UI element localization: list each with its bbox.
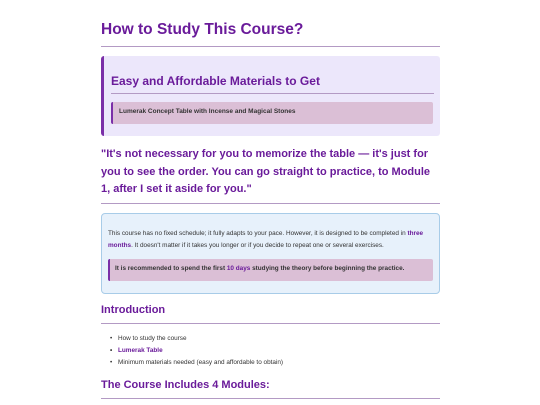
materials-divider [111,93,434,94]
schedule-text-before: This course has no fixed schedule; it fully adapts to your pace. However, it is designed to be completed in [108,230,408,237]
list-item-label: Lumerak Table [118,347,163,354]
list-item [110,345,283,357]
schedule-text-after: . It doesn't matter if it takes you longer or if you decide to repeat one or several exercises. [131,242,384,249]
modules-divider [101,398,440,399]
page-title: How to Study This Course? [101,21,304,38]
bullet-icon: • [110,359,113,366]
introduction-divider [101,323,440,324]
materials-item: Lumerak Concept Table with Incense and Magical Stones [111,102,433,124]
bullet-icon: • [110,347,113,354]
schedule-duration: three months [108,230,424,249]
quote-divider [101,203,440,204]
recommend-after: studying the theory before beginning the practice. [250,265,405,272]
introduction-heading: Introduction [101,304,166,316]
introduction-list [110,333,283,369]
schedule-info-box [101,213,440,294]
quote-text: "It's not necessary for you to memorize the table — it's just for you to see the order. You can go straight to practice, to Module 1, after I set it aside for you." [101,148,431,195]
recommend-before: It is recommended to spend the first [115,265,227,272]
bullet-icon: • [110,335,113,342]
materials-heading: Easy and Affordable Materials to Get [111,74,320,88]
title-divider [101,46,440,47]
schedule-text [108,228,434,252]
list-item [110,333,283,345]
modules-heading: The Course Includes 4 Modules: [101,379,270,391]
materials-box [101,56,440,136]
list-item-label: How to study the course [118,335,187,342]
recommendation-note [108,259,433,281]
recommend-days: 10 days [226,265,251,272]
list-item [110,357,283,369]
list-item-label: Minimum materials needed (easy and affordable to obtain) [118,359,284,366]
